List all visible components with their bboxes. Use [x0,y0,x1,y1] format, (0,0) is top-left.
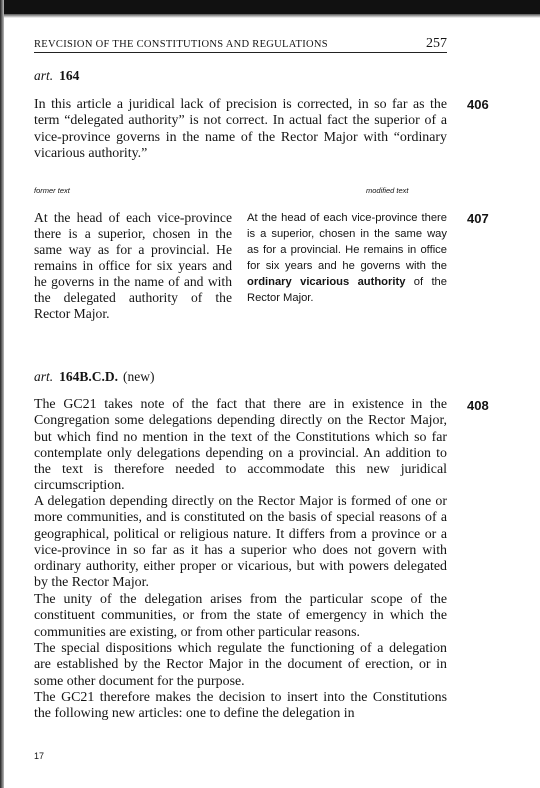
header-rule [34,52,447,53]
scan-left-edge [0,0,4,788]
modified-text-plain-before: At the head of each vice-province there is a superior, chosen in the same way as for a provincial. He remains in office for six years and he governs with the [247,212,447,272]
scan-top-shadow [0,14,540,18]
former-text-column: At the head of each vice-province there is a superior, chosen in the same way as for a provincial. He remains in office for six years and he governs in the name of and with the delegated authority of the Rector Major. [34,210,232,321]
running-head [34,36,447,52]
page-number: 257 [426,36,447,51]
modified-text-column [247,210,447,306]
article-164bcd-heading [34,369,155,385]
modified-text-label: modified text [366,186,409,195]
article-label: art. [34,68,54,83]
article-label: art. [34,369,54,384]
article-number: 164 [59,68,80,83]
article-164bcd-paragraph-3: The unity of the delegation arises from the particular scope of the constituent communities, or from the state of emergency in which the communities are existing, or from other particular reasons. [34,592,447,640]
margin-number-406: 406 [467,97,489,112]
article-164-paragraph: In this article a juridical lack of precision is corrected, in so far as the term “delegated authority” is not correct. In actual fact the superior of a vice-province governs in the name of the Rector Major with “ordinary vicarious authority.” [34,97,447,161]
modified-text-bold: ordinary vicarious authority [247,276,406,288]
article-number: 164B.C.D. [59,369,119,384]
article-164bcd-paragraph-1: The GC21 takes note of the fact that there are in existence in the Congregation some delegations depending directly on the Rector Major, but which find no mention in the text of the Constitutions which so far contemplate only delegations depending on a provincial. An addition to the text is therefore needed to accommodate this new juridical circumscription. [34,397,447,494]
scan-top-edge [0,0,540,14]
article-164bcd-paragraph-5: The GC21 therefore makes the decision to insert into the Constitutions the following new articles: one to define the delegation in [34,690,447,722]
article-new-tag: (new) [123,369,155,384]
article-164bcd-paragraph-4: The special dispositions which regulate the functioning of a delegation are established by the Rector Major in the document of erection, or in some other document for the purpose. [34,641,447,689]
footer-number: 17 [34,751,45,761]
article-164-heading [34,68,79,84]
article-164bcd-paragraph-2: A delegation depending directly on the Rector Major is formed of one or more communities, and is constituted on the basis of special reasons of a geographical, political or religious nature. It differs from a province or a vice-province in so far as it has a superior who does not govern with ordinary authority, either proper or vicarious, but with powers delegated by the Rector Major. [34,494,447,591]
former-text-label: former text [34,186,70,195]
margin-number-407: 407 [467,211,489,226]
running-head-title: REVCISION OF THE CONSTITUTIONS AND REGULATIONS [34,39,328,50]
modified-text-plain-after: of the Rector Major. [247,276,447,304]
margin-number-408: 408 [467,398,489,413]
